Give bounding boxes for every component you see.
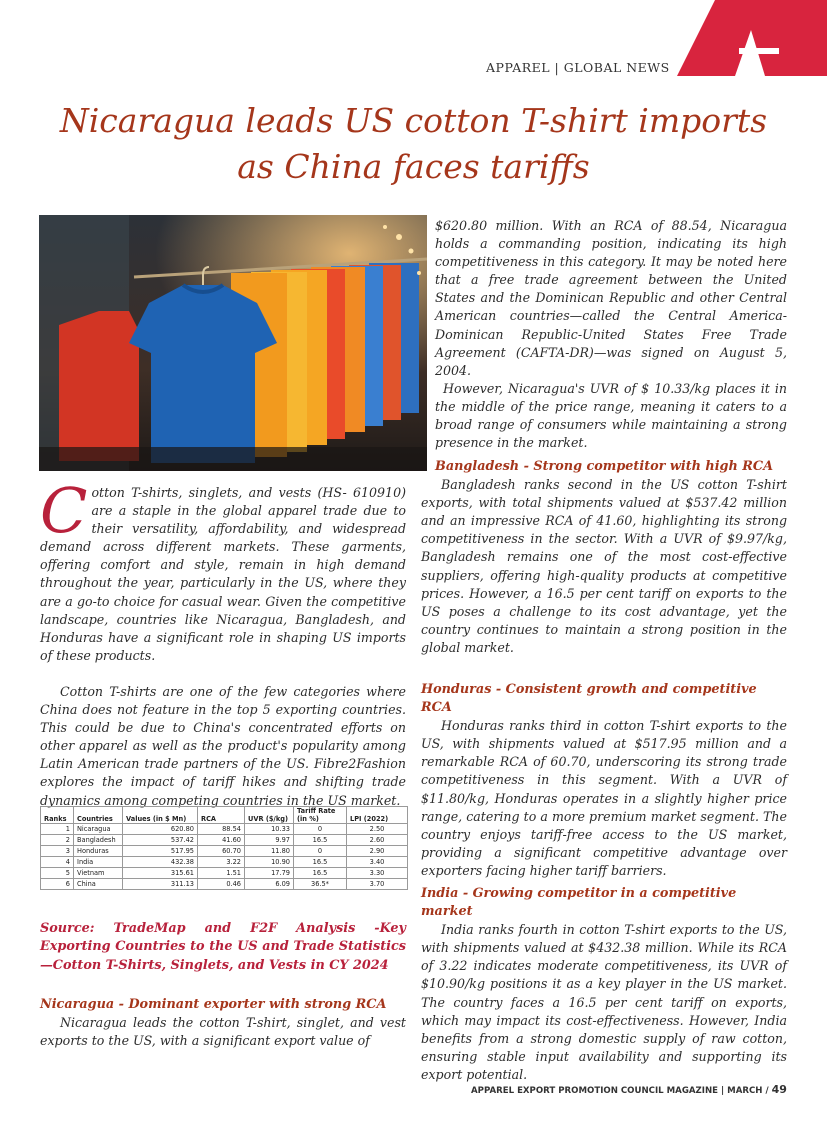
page-number: 49: [771, 1083, 787, 1096]
nicaragua-paragraph-2: However, Nicaragua's UVR of $ 10.33/kg places it in the middle of the price range, meaning it caters to a broad range of consumers while maintaining a strong presence in the market.: [435, 380, 787, 451]
page-footer: [471, 1083, 787, 1096]
title-line-2: as China faces tariffs: [237, 147, 590, 186]
table-row: 2 Bangladesh 537.42 41.60 9.97 16.5 2.60: [41, 835, 408, 846]
bangladesh-section: [421, 458, 787, 657]
table-row: 1 Nicaragua 620.80 88.54 10.33 0 2.50: [41, 824, 408, 835]
honduras-section: [421, 681, 787, 880]
india-paragraph: India ranks fourth in cotton T-shirt exports to the US, with shipments valued at $432.38 million. While its RCA of 3.22 indicates moderate competitiveness, its UVR of $10.90/kg positions it as a key player in the US market. The country faces a 16.5 per cent tariff on exports, which may impact its cost-effectiveness. However, India benefits from a strong domestic supply of raw cotton, ensuring stable input availability and supporting its export potential.: [421, 922, 787, 1082]
bangladesh-paragraph: Bangladesh ranks second in the US cotton T-shirt exports, with total shipments valued at $537.42 million and an impressive RCA of 41.60, highlighting its strong competitiveness in the sector. With a UVR of $9.97/kg, Bangladesh remains one of the most cost-effective suppliers, offering high-quality products at competitive prices. However, a 16.5 per cent tariff on exports to the US poses a challenge to its cost advantage, yet the country continues to maintain a strong position in the global market.: [421, 477, 787, 655]
article-title: [40, 98, 787, 190]
table-source-note: Source: TradeMap and F2F Analysis -Key Exporting Countries to the US and Trade Statistics—Cotton T-Shirts, Singlets, and Vests in CY 2024: [40, 921, 406, 973]
table-row: 5 Vietnam 315.61 1.51 17.79 16.5 3.30: [41, 868, 408, 879]
nicaragua-continued-paragraph: $620.80 million. With an RCA of 88.54, Nicaragua holds a commanding position, indicating its high competitiveness in this category. It may be noted here that a free trade agreement between the United States and the Dominican Republic and other Central American countries—called the Central America-Dominican Republic-United States Free Trade Agreement (CAFTA-DR)—was signed on August 5, 2004.: [435, 218, 787, 378]
magazine-logo: [677, 0, 827, 76]
footer-text: APPAREL EXPORT PROMOTION COUNCIL MAGAZINE | MARCH /: [471, 1086, 772, 1096]
nicaragua-section: [40, 996, 406, 1050]
nicaragua-heading: Nicaragua - Dominant exporter with strong RCA: [40, 997, 387, 1012]
tshirt-rack-photo: [39, 215, 427, 471]
nicaragua-continued: [435, 217, 787, 452]
title-line-1: Nicaragua leads US cotton T-shirt imports: [59, 101, 768, 140]
table-row: 3 Honduras 517.95 60.70 11.80 0 2.90: [41, 846, 408, 857]
drop-cap: C: [40, 474, 88, 547]
section-label: APPAREL | GLOBAL NEWS: [486, 60, 670, 75]
intro-section: [40, 474, 406, 810]
table-row: 6 China 311.13 0.46 6.09 36.5* 3.70: [41, 879, 408, 890]
nicaragua-paragraph: Nicaragua leads the cotton T-shirt, singlet, and vest exports to the US, with a significant export value of: [40, 1015, 406, 1049]
india-section: [421, 885, 787, 1084]
honduras-paragraph: Honduras ranks third in cotton T-shirt exports to the US, with shipments valued at $517.95 million and a remarkable RCA of 60.70, underscoring its strong trade competitiveness in this segment. With a UVR of $11.80/kg, Honduras operates in a slightly higher price range, catering to a more premium market segment. The country enjoys tariff-free access to the US market, providing a significant competitive advantage over exporters facing higher tariff barriers.: [421, 718, 787, 878]
intro-paragraph: Cotton T-shirts, singlets, and vests (HS- 610910) are a staple in the global apparel trade due to their versatility, affordability, and widespread demand across different markets. These garments, offering comfort and style, remain in high demand throughout the year, particularly in the US, where they are a go-to choice for casual wear. Given the competitive landscape, countries like Nicaragua, Bangladesh, and Honduras have a significant role in shaping US imports of these products.: [40, 474, 406, 663]
table-row: 4 India 432.38 3.22 10.90 16.5 3.40: [41, 857, 408, 868]
honduras-heading: Honduras - Consistent growth and competitive RCA: [421, 682, 757, 716]
india-heading: India - Growing competitor in a competitive market: [421, 886, 737, 920]
table-header-row: Ranks Countries Values (in $ Mn) RCA UVR ($/kg) Tariff Rate (in %) LPI (2022): [41, 807, 408, 824]
intro-paragraph-2: Cotton T-shirts are one of the few categories where China does not feature in the top 5 exporting countries. This could be due to China's concentrated efforts on other apparel as well as the product's popularity among Latin American trade partners of the US. Fibre2Fashion explores the impact of tariff hikes and shifting trade dynamics among competing countries in the US market.: [40, 683, 406, 808]
bangladesh-heading: Bangladesh - Strong competitor with high RCA: [435, 459, 774, 474]
export-data-table: [40, 806, 408, 890]
